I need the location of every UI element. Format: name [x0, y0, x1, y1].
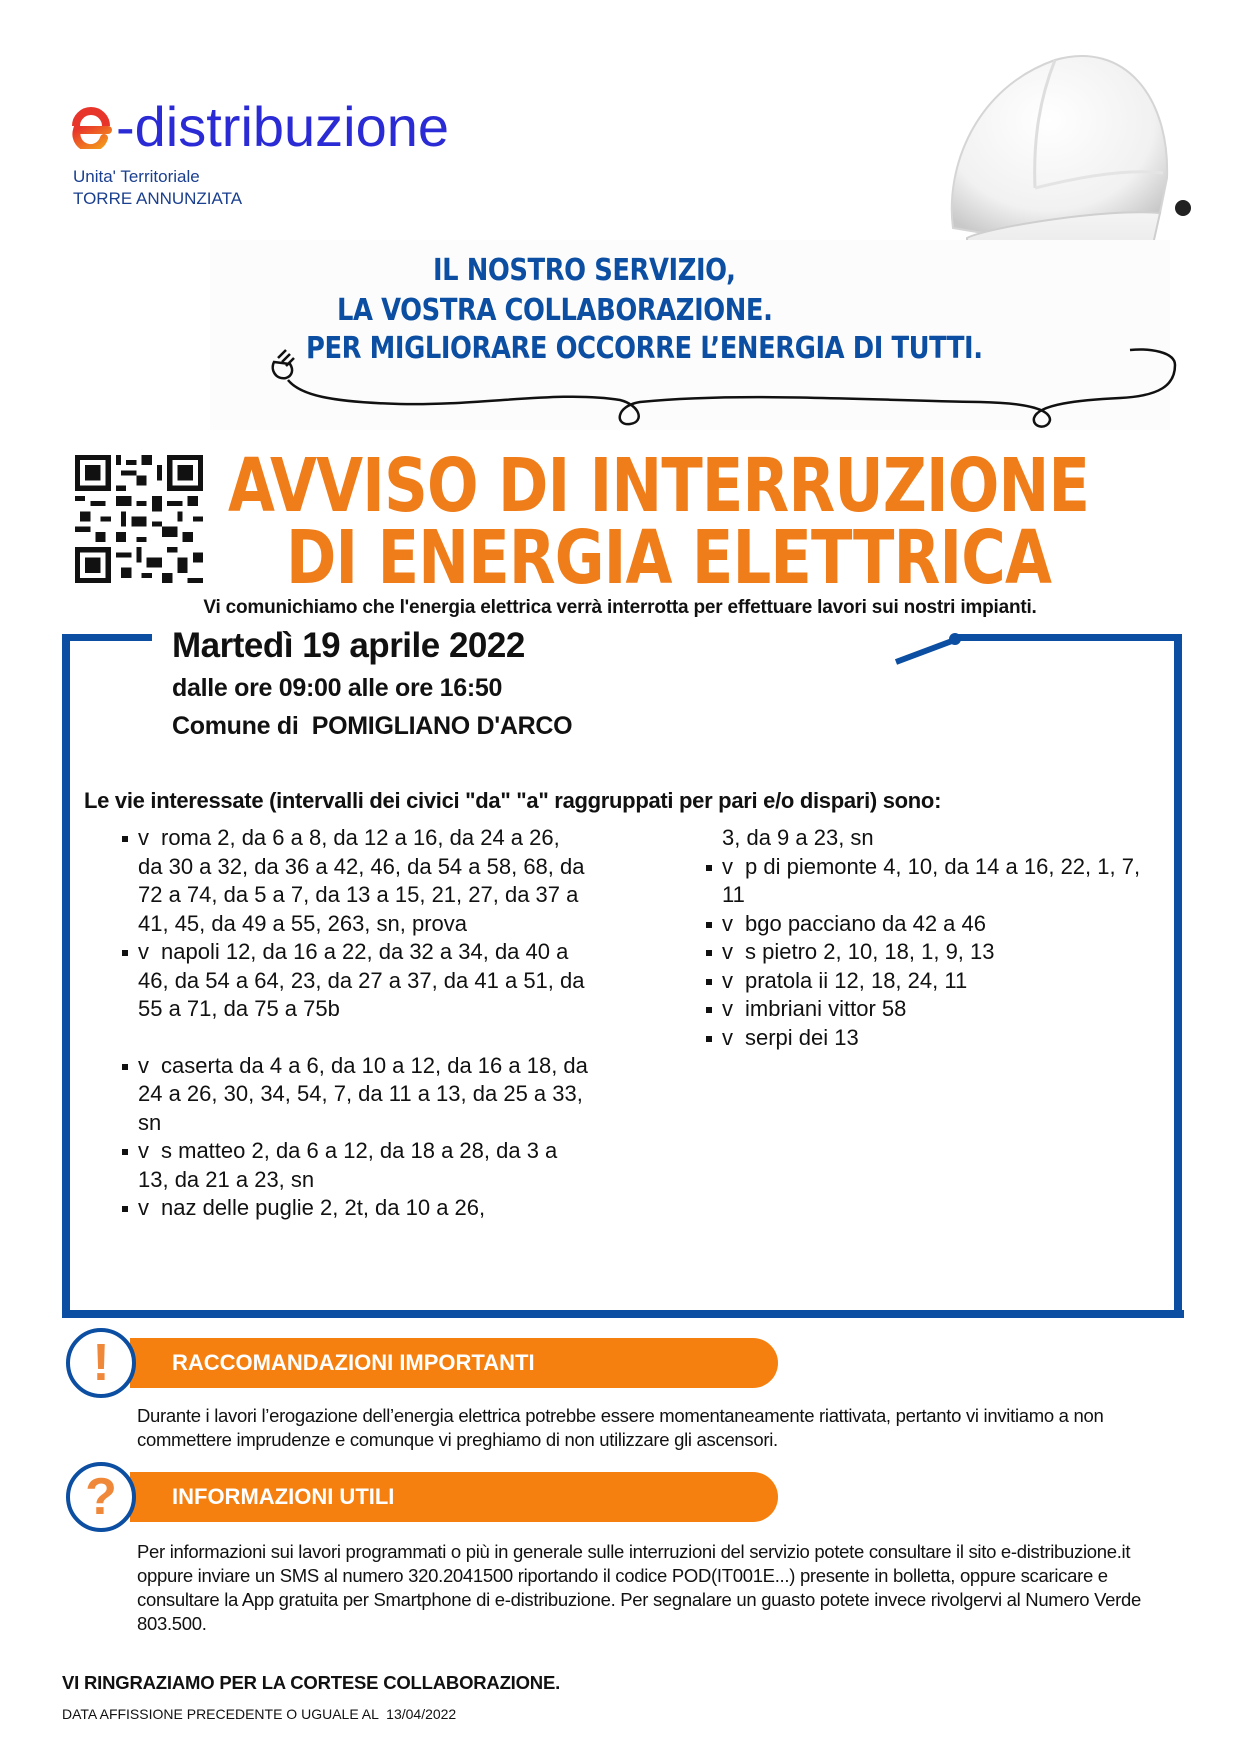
brand-name: -distribuzione — [116, 95, 450, 158]
outage-date: Martedì 19 aprile 2022 — [172, 626, 525, 665]
recommendations-text: Durante i lavori l’erogazione dell’energia elettrica potrebbe essere momentaneamente riattivata, pertanto vi invitiamo a non commettere imprudenze e comunque vi preghiamo di non utilizzare gli ascensori. — [137, 1405, 1104, 1450]
bullet-icon — [122, 950, 128, 956]
outage-municipality: Comune di POMIGLIANO D'ARCO — [172, 712, 573, 740]
plug-cable-icon — [260, 340, 1190, 430]
thanks-message: VI RINGRAZIAMO PER LA CORTESE COLLABORAZIONE. — [62, 1672, 561, 1693]
posting-date: DATA AFFISSIONE PRECEDENTE O UGUALE AL 13/04/2022 — [62, 1706, 457, 1722]
notice-title-line-1: AVVISO DI INTERRUZIONE — [228, 443, 1090, 529]
e-logo-icon — [68, 105, 112, 149]
bullet-icon — [122, 1149, 128, 1155]
street-item-continuation: 3, da 9 a 23, sn — [722, 825, 874, 850]
qr-code[interactable] — [75, 455, 203, 583]
street-item: v pratola ii 12, 18, 24, 11 — [704, 967, 1164, 996]
exclamation-icon: ! — [66, 1328, 136, 1398]
street-item: v serpi dei 13 — [704, 1024, 1164, 1053]
streets-list-left — [120, 824, 590, 1223]
bullet-icon — [706, 1036, 712, 1042]
street-item: v imbriani vittor 58 — [704, 995, 1164, 1024]
slogan-line-2: LA VOSTRA COLLABORAZIONE. — [337, 293, 773, 328]
frame-border-bottom — [62, 1310, 1184, 1318]
street-item: v s pietro 2, 10, 18, 1, 9, 13 — [704, 938, 1164, 967]
info-header — [130, 1472, 778, 1522]
recommendations-header — [130, 1338, 778, 1388]
slogan-line-3: PER MIGLIORARE OCCORRE L’ENERGIA DI TUTTI. — [306, 331, 983, 366]
frame-border-right — [1174, 636, 1182, 1316]
bullet-icon — [706, 865, 712, 871]
unit-name: TORRE ANNUNZIATA — [73, 189, 243, 208]
info-text: Per informazioni sui lavori programmati o più in generale sulle interruzioni del servizio potete consultare il sito e-distribuzione.it oppure inviare un SMS al numero 320.2041500 riportando il codice POD(IT001E...) presente in bolletta, oppure scaricare e consultare la App gratuita per Smartphone di e-distribuzione. Per segnalare un guasto potete invece rivolgervi al Numero Verde 803.500. — [137, 1541, 1141, 1634]
bullet-icon — [706, 950, 712, 956]
street-item: v caserta da 4 a 6, da 10 a 12, da 16 a 18, da 24 a 26, 30, 34, 54, 7, da 11 a 13, da 25 a 33, sn — [120, 1052, 590, 1138]
outage-time: dalle ore 09:00 alle ore 16:50 — [172, 674, 503, 702]
bullet-icon — [122, 1064, 128, 1070]
street-item: v s matteo 2, da 6 a 12, da 18 a 28, da 3 a 13, da 21 a 23, sn — [120, 1137, 590, 1194]
bullet-icon — [706, 922, 712, 928]
switch-lever-icon — [892, 630, 972, 670]
frame-border-left — [62, 634, 70, 1318]
slogan-line-1: IL NOSTRO SERVIZIO, — [433, 253, 736, 288]
notice-intro: Vi comunichiamo che l'energia elettrica verrà interrotta per effettuare lavori sui nostri impianti. — [203, 597, 1037, 618]
recommendations-title: RACCOMANDAZIONI IMPORTANTI — [172, 1350, 535, 1375]
street-item: v bgo pacciano da 42 a 46 — [704, 910, 1164, 939]
street-item: v napoli 12, da 16 a 22, da 32 a 34, da 40 a 46, da 54 a 64, 23, da 27 a 37, da 41 a 51, da 55 a 71, da 75 a 75b — [120, 938, 590, 1024]
question-icon: ? — [66, 1462, 136, 1532]
street-item: v p di piemonte 4, 10, da 14 a 16, 22, 1, 7, 11 — [704, 853, 1164, 910]
bullet-icon — [122, 1206, 128, 1212]
frame-border-top-right — [957, 634, 1182, 641]
street-item: v naz delle puglie 2, 2t, da 10 a 26, — [120, 1194, 590, 1223]
unit-label: Unita' Territoriale — [73, 167, 200, 186]
bullet-icon — [122, 836, 128, 842]
street-item: v roma 2, da 6 a 8, da 12 a 16, da 24 a 26, da 30 a 32, da 36 a 42, 46, da 54 a 58, 68, da 72 a 74, da 5 a 7, da 13 a 15, 21, 27, da 37 a 41, 45, da 49 a 55, 263, sn, prova — [120, 824, 590, 938]
territorial-unit — [73, 166, 242, 210]
bullet-icon — [706, 1007, 712, 1013]
frame-border-top-left — [62, 634, 152, 641]
streets-heading: Le vie interessate (intervalli dei civici "da" "a" raggruppati per pari e/o dispari) sono: — [84, 788, 942, 813]
info-title: INFORMAZIONI UTILI — [172, 1484, 395, 1509]
bullet-icon — [706, 979, 712, 985]
notice-title-line-2: DI ENERGIA ELETTRICA — [286, 515, 1052, 601]
streets-list-right — [704, 824, 1164, 1052]
brand-logo — [68, 96, 449, 158]
